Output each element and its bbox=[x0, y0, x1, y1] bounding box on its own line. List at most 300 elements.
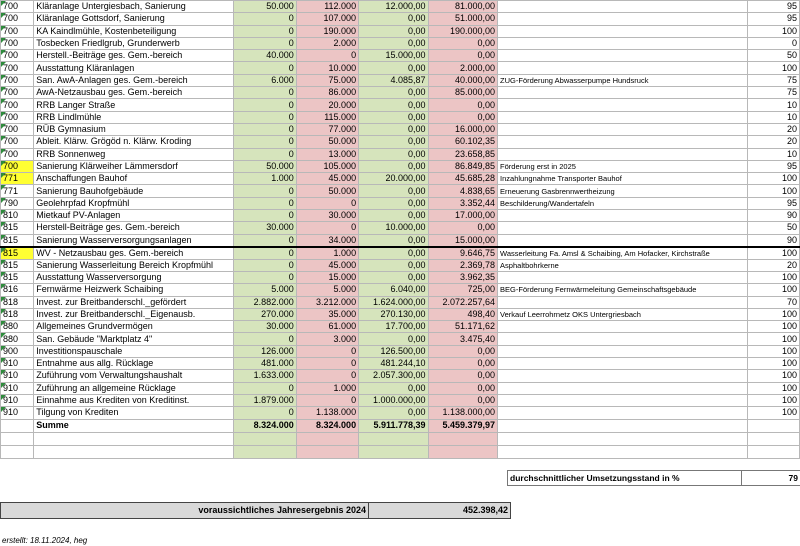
cell-plan-expense[interactable]: 45.000 bbox=[296, 173, 358, 185]
cell-description[interactable]: Herstell-Beiträge ges. Gem.-bereich bbox=[34, 222, 234, 234]
corner-marker-icon bbox=[1, 161, 6, 166]
cell-percent[interactable]: 50 bbox=[747, 222, 799, 234]
cell-code[interactable] bbox=[1, 74, 34, 86]
cell-plan-expense[interactable]: 30.000 bbox=[296, 210, 358, 222]
cell-description[interactable]: Tosbecken Friedlgrub, Grunderwerb bbox=[34, 37, 234, 49]
cell-plan-income[interactable]: 0 bbox=[234, 210, 296, 222]
cell-actual-expense[interactable]: 190.000,00 bbox=[428, 25, 497, 37]
cell-actual-income[interactable]: 0,00 bbox=[359, 62, 428, 74]
cell-actual-income[interactable]: 0,00 bbox=[359, 185, 428, 197]
cell-code[interactable] bbox=[1, 185, 34, 197]
cell-actual-income[interactable]: 0,00 bbox=[359, 382, 428, 394]
cell-plan-expense[interactable]: 107.000 bbox=[296, 13, 358, 25]
cell-code[interactable] bbox=[1, 37, 34, 49]
cell-actual-expense[interactable]: 0,00 bbox=[428, 222, 497, 234]
cell-actual-income[interactable]: 0,00 bbox=[359, 13, 428, 25]
cell-percent[interactable]: 20 bbox=[747, 136, 799, 148]
cell-percent[interactable]: 100 bbox=[747, 394, 799, 406]
cell-plan-income[interactable]: 0 bbox=[234, 37, 296, 49]
cell-note[interactable] bbox=[498, 394, 748, 406]
cell-percent[interactable]: 100 bbox=[747, 25, 799, 37]
cell-note[interactable] bbox=[498, 136, 748, 148]
cell-actual-expense[interactable]: 86.849,85 bbox=[428, 160, 497, 172]
cell-actual-income[interactable]: 0,00 bbox=[359, 111, 428, 123]
blank-cell bbox=[1, 445, 34, 458]
cell-plan-income[interactable]: 126.000 bbox=[234, 345, 296, 357]
cell-plan-expense[interactable]: 15.000 bbox=[296, 271, 358, 283]
cell-plan-expense[interactable]: 20.000 bbox=[296, 99, 358, 111]
cell-note[interactable] bbox=[498, 87, 748, 99]
cell-actual-income[interactable]: 0,00 bbox=[359, 123, 428, 135]
cell-plan-expense[interactable]: 1.000 bbox=[296, 247, 358, 260]
cell-actual-income[interactable]: 0,00 bbox=[359, 25, 428, 37]
cell-code[interactable] bbox=[1, 111, 34, 123]
cell-plan-expense[interactable]: 115.000 bbox=[296, 111, 358, 123]
cell-plan-expense[interactable]: 0 bbox=[296, 50, 358, 62]
cell-description[interactable]: Kläranlage Gottsdorf, Sanierung bbox=[34, 13, 234, 25]
cell-code[interactable] bbox=[1, 160, 34, 172]
cell-plan-income[interactable]: 0 bbox=[234, 197, 296, 209]
cell-percent[interactable]: 100 bbox=[747, 247, 799, 260]
cell-code[interactable] bbox=[1, 407, 34, 419]
cell-plan-income[interactable]: 0 bbox=[234, 87, 296, 99]
cell-actual-income[interactable]: 0,00 bbox=[359, 160, 428, 172]
cell-description[interactable]: Sanierung Bauhofgebäude bbox=[34, 185, 234, 197]
cell-plan-expense[interactable]: 0 bbox=[296, 358, 358, 370]
table-row bbox=[1, 259, 800, 271]
cell-description[interactable]: Mietkauf PV-Anlagen bbox=[34, 210, 234, 222]
cell-description[interactable]: Zuführung vom Verwaltungshaushalt bbox=[34, 370, 234, 382]
table-row bbox=[1, 382, 800, 394]
cell-actual-income[interactable]: 0,00 bbox=[359, 333, 428, 345]
cell-code[interactable] bbox=[1, 87, 34, 99]
table-row bbox=[1, 99, 800, 111]
cell-percent[interactable]: 100 bbox=[747, 345, 799, 357]
cell-plan-expense[interactable]: 2.000 bbox=[296, 37, 358, 49]
sum-b[interactable]: 8.324.000 bbox=[296, 419, 358, 432]
cell-code[interactable] bbox=[1, 197, 34, 209]
cell-actual-expense[interactable]: 0,00 bbox=[428, 382, 497, 394]
cell-code[interactable] bbox=[1, 370, 34, 382]
cell-actual-income[interactable]: 0,00 bbox=[359, 234, 428, 247]
cell-actual-income[interactable]: 0,00 bbox=[359, 407, 428, 419]
cell-percent[interactable]: 0 bbox=[747, 37, 799, 49]
cell-plan-income[interactable]: 0 bbox=[234, 99, 296, 111]
sum-d[interactable]: 5.459.379,97 bbox=[428, 419, 497, 432]
cell-plan-income[interactable]: 0 bbox=[234, 13, 296, 25]
cell-percent[interactable]: 100 bbox=[747, 173, 799, 185]
cell-actual-expense[interactable]: 0,00 bbox=[428, 99, 497, 111]
cell-actual-income[interactable]: 2.057.300,00 bbox=[359, 370, 428, 382]
cell-code[interactable] bbox=[1, 271, 34, 283]
cell-actual-income[interactable]: 0,00 bbox=[359, 210, 428, 222]
cell-plan-expense[interactable]: 0 bbox=[296, 345, 358, 357]
cell-actual-expense[interactable]: 0,00 bbox=[428, 370, 497, 382]
cell-plan-expense[interactable]: 0 bbox=[296, 394, 358, 406]
cell-actual-income[interactable]: 481.244,10 bbox=[359, 358, 428, 370]
cell-actual-expense[interactable]: 3.475,40 bbox=[428, 333, 497, 345]
cell-note[interactable] bbox=[498, 345, 748, 357]
cell-code[interactable] bbox=[1, 234, 34, 247]
cell-actual-expense[interactable]: 2.072.257,64 bbox=[428, 296, 497, 308]
cell-percent[interactable]: 100 bbox=[747, 382, 799, 394]
cell-note[interactable] bbox=[498, 50, 748, 62]
cell-percent[interactable]: 90 bbox=[747, 234, 799, 247]
cell-actual-income[interactable]: 6.040,00 bbox=[359, 284, 428, 296]
cell-code[interactable] bbox=[1, 222, 34, 234]
cell-code[interactable] bbox=[1, 358, 34, 370]
cell-percent[interactable]: 95 bbox=[747, 1, 799, 13]
cell-plan-expense[interactable]: 10.000 bbox=[296, 62, 358, 74]
cell-code[interactable] bbox=[1, 13, 34, 25]
cell-plan-income[interactable]: 0 bbox=[234, 382, 296, 394]
cell-actual-income[interactable]: 20.000,00 bbox=[359, 173, 428, 185]
cell-description[interactable]: Anschaffungen Bauhof bbox=[34, 173, 234, 185]
cell-plan-expense[interactable]: 75.000 bbox=[296, 74, 358, 86]
cell-note[interactable]: BEG-Förderung Fernwärmeleitung Gemeinschaftsgebäude bbox=[498, 284, 748, 296]
cell-actual-income[interactable]: 0,00 bbox=[359, 259, 428, 271]
cell-actual-expense[interactable]: 51.171,62 bbox=[428, 321, 497, 333]
cell-plan-income[interactable]: 0 bbox=[234, 62, 296, 74]
cell-note[interactable] bbox=[498, 271, 748, 283]
cell-code[interactable] bbox=[1, 210, 34, 222]
cell-actual-income[interactable]: 15.000,00 bbox=[359, 50, 428, 62]
cell-description[interactable]: Invest. zur Breitbanderschl._gefördert bbox=[34, 296, 234, 308]
cell-percent[interactable]: 100 bbox=[747, 271, 799, 283]
cell-code[interactable] bbox=[1, 50, 34, 62]
cell-code[interactable] bbox=[1, 136, 34, 148]
cell-actual-income[interactable]: 4.085,87 bbox=[359, 74, 428, 86]
cell-plan-income[interactable]: 50.000 bbox=[234, 1, 296, 13]
table-row bbox=[1, 247, 800, 260]
cell-description[interactable]: Investitionspauschale bbox=[34, 345, 234, 357]
cell-actual-income[interactable]: 270.130,00 bbox=[359, 308, 428, 320]
cell-description[interactable]: Ausstattung Wasserversorgung bbox=[34, 271, 234, 283]
average-value[interactable]: 79 bbox=[742, 471, 800, 486]
cell-actual-expense[interactable]: 3.962,35 bbox=[428, 271, 497, 283]
cell-plan-income[interactable]: 0 bbox=[234, 25, 296, 37]
cell-actual-income[interactable]: 1.000.000,00 bbox=[359, 394, 428, 406]
cell-actual-income[interactable]: 0,00 bbox=[359, 148, 428, 160]
cell-description[interactable]: Invest. zur Breitbanderschl._Eigenausb. bbox=[34, 308, 234, 320]
cell-plan-expense[interactable]: 3.000 bbox=[296, 333, 358, 345]
cell-code[interactable] bbox=[1, 247, 34, 260]
cell-code[interactable] bbox=[1, 308, 34, 320]
cell-actual-expense[interactable]: 0,00 bbox=[428, 111, 497, 123]
corner-marker-icon bbox=[1, 346, 6, 351]
table-row bbox=[1, 345, 800, 357]
cell-note[interactable] bbox=[498, 111, 748, 123]
cell-code[interactable] bbox=[1, 62, 34, 74]
cell-percent[interactable]: 75 bbox=[747, 74, 799, 86]
cell-plan-income[interactable]: 0 bbox=[234, 407, 296, 419]
cell-actual-expense[interactable]: 51.000,00 bbox=[428, 13, 497, 25]
cell-percent[interactable]: 100 bbox=[747, 185, 799, 197]
annual-result-value[interactable]: 452.398,42 bbox=[369, 503, 511, 519]
cell-description[interactable]: RRB Lindlmühle bbox=[34, 111, 234, 123]
cell-actual-expense[interactable]: 40.000,00 bbox=[428, 74, 497, 86]
cell-plan-income[interactable]: 481.000 bbox=[234, 358, 296, 370]
cell-actual-expense[interactable]: 498,40 bbox=[428, 308, 497, 320]
cell-plan-income[interactable]: 0 bbox=[234, 123, 296, 135]
cell-actual-expense[interactable]: 85.000,00 bbox=[428, 87, 497, 99]
cell-plan-expense[interactable]: 50.000 bbox=[296, 185, 358, 197]
cell-plan-expense[interactable]: 3.212.000 bbox=[296, 296, 358, 308]
cell-percent[interactable]: 100 bbox=[747, 308, 799, 320]
cell-actual-expense[interactable]: 2.369,78 bbox=[428, 259, 497, 271]
cell-plan-income[interactable]: 1.000 bbox=[234, 173, 296, 185]
cell-note[interactable]: Verkauf Leerrohrnetz OKS Untergriesbach bbox=[498, 308, 748, 320]
cell-plan-income[interactable]: 1.879.000 bbox=[234, 394, 296, 406]
cell-percent[interactable]: 75 bbox=[747, 87, 799, 99]
cell-actual-expense[interactable]: 1.138.000,00 bbox=[428, 407, 497, 419]
cell-code[interactable] bbox=[1, 25, 34, 37]
cell-percent[interactable]: 100 bbox=[747, 407, 799, 419]
cell-actual-expense[interactable]: 16.000,00 bbox=[428, 123, 497, 135]
cell-actual-expense[interactable]: 0,00 bbox=[428, 50, 497, 62]
cell-plan-income[interactable]: 30.000 bbox=[234, 321, 296, 333]
cell-actual-expense[interactable]: 0,00 bbox=[428, 37, 497, 49]
cell-note[interactable] bbox=[498, 370, 748, 382]
cell-actual-expense[interactable]: 23.658,85 bbox=[428, 148, 497, 160]
cell-description[interactable]: AwA-Netzausbau ges. Gem.-bereich bbox=[34, 87, 234, 99]
cell-plan-income[interactable]: 0 bbox=[234, 185, 296, 197]
cell-percent[interactable]: 100 bbox=[747, 333, 799, 345]
cell-percent[interactable]: 20 bbox=[747, 123, 799, 135]
cell-description[interactable]: Kläranlage Untergiesbach, Sanierung bbox=[34, 1, 234, 13]
cell-description[interactable]: RÜB Gymnasium bbox=[34, 123, 234, 135]
cell-description[interactable]: Sanierung Wasserversorgungsanlagen bbox=[34, 234, 234, 247]
cell-description[interactable]: WV - Netzausbau ges. Gem.-bereich bbox=[34, 247, 234, 260]
cell-note[interactable] bbox=[498, 1, 748, 13]
cell-plan-income[interactable]: 270.000 bbox=[234, 308, 296, 320]
cell-percent[interactable]: 90 bbox=[747, 210, 799, 222]
cell-plan-expense[interactable]: 13.000 bbox=[296, 148, 358, 160]
cell-code[interactable] bbox=[1, 296, 34, 308]
cell-plan-income[interactable]: 0 bbox=[234, 136, 296, 148]
cell-code[interactable] bbox=[1, 333, 34, 345]
cell-percent[interactable]: 10 bbox=[747, 99, 799, 111]
cell-plan-expense[interactable]: 112.000 bbox=[296, 1, 358, 13]
cell-note[interactable] bbox=[498, 321, 748, 333]
cell-actual-expense[interactable]: 0,00 bbox=[428, 358, 497, 370]
cell-description[interactable]: Sanierung Wasserleitung Bereich Kropfmühl bbox=[34, 259, 234, 271]
cell-note[interactable] bbox=[498, 333, 748, 345]
cell-plan-income[interactable]: 6.000 bbox=[234, 74, 296, 86]
cell-plan-expense[interactable]: 86.000 bbox=[296, 87, 358, 99]
cell-note[interactable] bbox=[498, 382, 748, 394]
cell-code[interactable] bbox=[1, 345, 34, 357]
cell-code[interactable] bbox=[1, 382, 34, 394]
cell-note[interactable]: Asphaltbohrkerne bbox=[498, 259, 748, 271]
cell-description[interactable]: Geolehrpfad Kropfmühl bbox=[34, 197, 234, 209]
cell-plan-income[interactable]: 0 bbox=[234, 333, 296, 345]
cell-note[interactable] bbox=[498, 13, 748, 25]
table-row bbox=[1, 370, 800, 382]
corner-marker-icon bbox=[1, 173, 6, 178]
cell-actual-expense[interactable]: 45.685,28 bbox=[428, 173, 497, 185]
cell-description[interactable]: San. AwA-Anlagen ges. Gem.-bereich bbox=[34, 74, 234, 86]
blank-cell bbox=[359, 445, 428, 458]
cell-percent[interactable]: 100 bbox=[747, 370, 799, 382]
sum-a[interactable]: 8.324.000 bbox=[234, 419, 296, 432]
cell-actual-income[interactable]: 17.700,00 bbox=[359, 321, 428, 333]
cell-plan-income[interactable]: 50.000 bbox=[234, 160, 296, 172]
cell-description[interactable]: RRB Sonnenweg bbox=[34, 148, 234, 160]
cell-note[interactable] bbox=[498, 99, 748, 111]
cell-description[interactable]: Herstell.-Beiträge ges. Gem.-bereich bbox=[34, 50, 234, 62]
cell-plan-income[interactable]: 0 bbox=[234, 234, 296, 247]
cell-actual-expense[interactable]: 3.352,44 bbox=[428, 197, 497, 209]
cell-actual-expense[interactable]: 2.000,00 bbox=[428, 62, 497, 74]
cell-actual-income[interactable]: 0,00 bbox=[359, 87, 428, 99]
cell-actual-expense[interactable]: 81.000,00 bbox=[428, 1, 497, 13]
cell-percent[interactable]: 100 bbox=[747, 321, 799, 333]
cell-actual-expense[interactable]: 60.102,35 bbox=[428, 136, 497, 148]
cell-actual-income[interactable]: 12.000,00 bbox=[359, 1, 428, 13]
cell-plan-income[interactable]: 0 bbox=[234, 271, 296, 283]
cell-plan-expense[interactable]: 45.000 bbox=[296, 259, 358, 271]
cell-note[interactable] bbox=[498, 296, 748, 308]
code-text: 815 bbox=[3, 272, 19, 283]
code-text: 880 bbox=[3, 321, 19, 332]
cell-description[interactable]: Einnahme aus Krediten von Kreditinst. bbox=[34, 394, 234, 406]
cell-note[interactable]: ZUG-Förderung Abwasserpumpe Hundsruck bbox=[498, 74, 748, 86]
cell-plan-income[interactable]: 0 bbox=[234, 259, 296, 271]
cell-actual-expense[interactable]: 725,00 bbox=[428, 284, 497, 296]
cell-note[interactable] bbox=[498, 210, 748, 222]
cell-code[interactable] bbox=[1, 259, 34, 271]
cell-note[interactable]: Inzahlungnahme Transporter Bauhof bbox=[498, 173, 748, 185]
cell-percent[interactable]: 70 bbox=[747, 296, 799, 308]
cell-plan-expense[interactable]: 50.000 bbox=[296, 136, 358, 148]
cell-plan-income[interactable]: 40.000 bbox=[234, 50, 296, 62]
cell-description[interactable]: Ableit. Klärw. Grögöd n. Klärw. Kroding bbox=[34, 136, 234, 148]
cell-description[interactable]: Ausstattung Kläranlagen bbox=[34, 62, 234, 74]
cell-plan-expense[interactable]: 0 bbox=[296, 370, 358, 382]
cell-description[interactable]: Entnahme aus allg. Rücklage bbox=[34, 358, 234, 370]
annual-result-label[interactable]: voraussichtliches Jahresergebnis 2024 bbox=[1, 503, 369, 519]
cell-note[interactable] bbox=[498, 62, 748, 74]
cell-percent[interactable]: 10 bbox=[747, 148, 799, 160]
cell-plan-income[interactable]: 30.000 bbox=[234, 222, 296, 234]
cell-note[interactable]: Wasserleitung Fa. Amsl & Schaibing, Am Hofacker, Kirchstraße bbox=[498, 247, 748, 260]
cell-percent[interactable]: 20 bbox=[747, 259, 799, 271]
cell-actual-income[interactable]: 0,00 bbox=[359, 99, 428, 111]
cell-percent[interactable]: 100 bbox=[747, 62, 799, 74]
cell-percent[interactable]: 95 bbox=[747, 197, 799, 209]
cell-note[interactable] bbox=[498, 358, 748, 370]
cell-actual-expense[interactable]: 4.838,65 bbox=[428, 185, 497, 197]
cell-actual-income[interactable]: 0,00 bbox=[359, 247, 428, 260]
sum-c[interactable]: 5.911.778,39 bbox=[359, 419, 428, 432]
cell-actual-income[interactable]: 0,00 bbox=[359, 271, 428, 283]
cell-note[interactable]: Förderung erst in 2025 bbox=[498, 160, 748, 172]
cell-plan-expense[interactable]: 35.000 bbox=[296, 308, 358, 320]
cell-plan-expense[interactable]: 77.000 bbox=[296, 123, 358, 135]
cell-code[interactable] bbox=[1, 99, 34, 111]
cell-actual-income[interactable]: 0,00 bbox=[359, 37, 428, 49]
cell-actual-income[interactable]: 126.500,00 bbox=[359, 345, 428, 357]
cell-description[interactable]: RRB Langer Straße bbox=[34, 99, 234, 111]
cell-note[interactable] bbox=[498, 407, 748, 419]
cell-plan-income[interactable]: 1.633.000 bbox=[234, 370, 296, 382]
cell-description[interactable]: KA Kaindlmühle, Kostenbeteiligung bbox=[34, 25, 234, 37]
cell-actual-expense[interactable]: 0,00 bbox=[428, 345, 497, 357]
cell-percent[interactable]: 95 bbox=[747, 13, 799, 25]
cell-plan-expense[interactable]: 1.138.000 bbox=[296, 407, 358, 419]
cell-note[interactable] bbox=[498, 25, 748, 37]
cell-description[interactable]: Fernwärme Heizwerk Schaibing bbox=[34, 284, 234, 296]
cell-note[interactable] bbox=[498, 148, 748, 160]
cell-plan-expense[interactable]: 0 bbox=[296, 197, 358, 209]
cell-note[interactable] bbox=[498, 234, 748, 247]
corner-marker-icon bbox=[1, 26, 6, 31]
cell-note[interactable]: Erneuerung Gasbrennwertheizung bbox=[498, 185, 748, 197]
sum-label[interactable]: Summe bbox=[34, 419, 234, 432]
cell-plan-expense[interactable]: 0 bbox=[296, 222, 358, 234]
cell-actual-expense[interactable]: 9.646,75 bbox=[428, 247, 497, 260]
cell-plan-expense[interactable]: 1.000 bbox=[296, 382, 358, 394]
cell-plan-income[interactable]: 2.882.000 bbox=[234, 296, 296, 308]
cell-plan-income[interactable]: 0 bbox=[234, 111, 296, 123]
cell-code[interactable] bbox=[1, 148, 34, 160]
cell-description[interactable]: Allgemeines Grundvermögen bbox=[34, 321, 234, 333]
cell-code[interactable] bbox=[1, 321, 34, 333]
cell-code[interactable] bbox=[1, 394, 34, 406]
cell-note[interactable] bbox=[498, 123, 748, 135]
cell-note[interactable] bbox=[498, 222, 748, 234]
corner-marker-icon bbox=[1, 112, 6, 117]
cell-plan-income[interactable]: 5.000 bbox=[234, 284, 296, 296]
cell-percent[interactable]: 100 bbox=[747, 358, 799, 370]
cell-description[interactable]: Sanierung Klärweiher Lämmersdorf bbox=[34, 160, 234, 172]
cell-description[interactable]: San. Gebäude "Marktplatz 4" bbox=[34, 333, 234, 345]
cell-code[interactable] bbox=[1, 1, 34, 13]
table-row bbox=[1, 37, 800, 49]
cell-plan-expense[interactable]: 105.000 bbox=[296, 160, 358, 172]
cell-actual-expense[interactable]: 15.000,00 bbox=[428, 234, 497, 247]
cell-actual-income[interactable]: 0,00 bbox=[359, 136, 428, 148]
cell-plan-expense[interactable]: 190.000 bbox=[296, 25, 358, 37]
cell-actual-expense[interactable]: 0,00 bbox=[428, 394, 497, 406]
cell-code[interactable] bbox=[1, 173, 34, 185]
cell-code[interactable] bbox=[1, 284, 34, 296]
cell-description[interactable]: Tilgung von Krediten bbox=[34, 407, 234, 419]
cell-plan-income[interactable]: 0 bbox=[234, 247, 296, 260]
blank-cell bbox=[234, 432, 296, 445]
cell-percent[interactable]: 50 bbox=[747, 50, 799, 62]
cell-plan-income[interactable]: 0 bbox=[234, 148, 296, 160]
cell-code[interactable] bbox=[1, 123, 34, 135]
cell-description[interactable]: Zuführung an allgemeine Rücklage bbox=[34, 382, 234, 394]
cell-percent[interactable]: 95 bbox=[747, 160, 799, 172]
cell-percent[interactable]: 100 bbox=[747, 284, 799, 296]
cell-plan-expense[interactable]: 5.000 bbox=[296, 284, 358, 296]
cell-actual-income[interactable]: 1.624.000,00 bbox=[359, 296, 428, 308]
cell-percent[interactable]: 10 bbox=[747, 111, 799, 123]
cell-actual-expense[interactable]: 17.000,00 bbox=[428, 210, 497, 222]
code-text: 815 bbox=[3, 247, 19, 258]
average-label[interactable]: durchschnittlicher Umsetzungsstand in % bbox=[508, 471, 742, 486]
cell-plan-expense[interactable]: 34.000 bbox=[296, 234, 358, 247]
cell-actual-income[interactable]: 10.000,00 bbox=[359, 222, 428, 234]
cell-plan-expense[interactable]: 61.000 bbox=[296, 321, 358, 333]
corner-marker-icon bbox=[1, 309, 6, 314]
cell-note[interactable]: Beschilderung/Wandertafeln bbox=[498, 197, 748, 209]
cell-actual-income[interactable]: 0,00 bbox=[359, 197, 428, 209]
cell-note[interactable] bbox=[498, 37, 748, 49]
